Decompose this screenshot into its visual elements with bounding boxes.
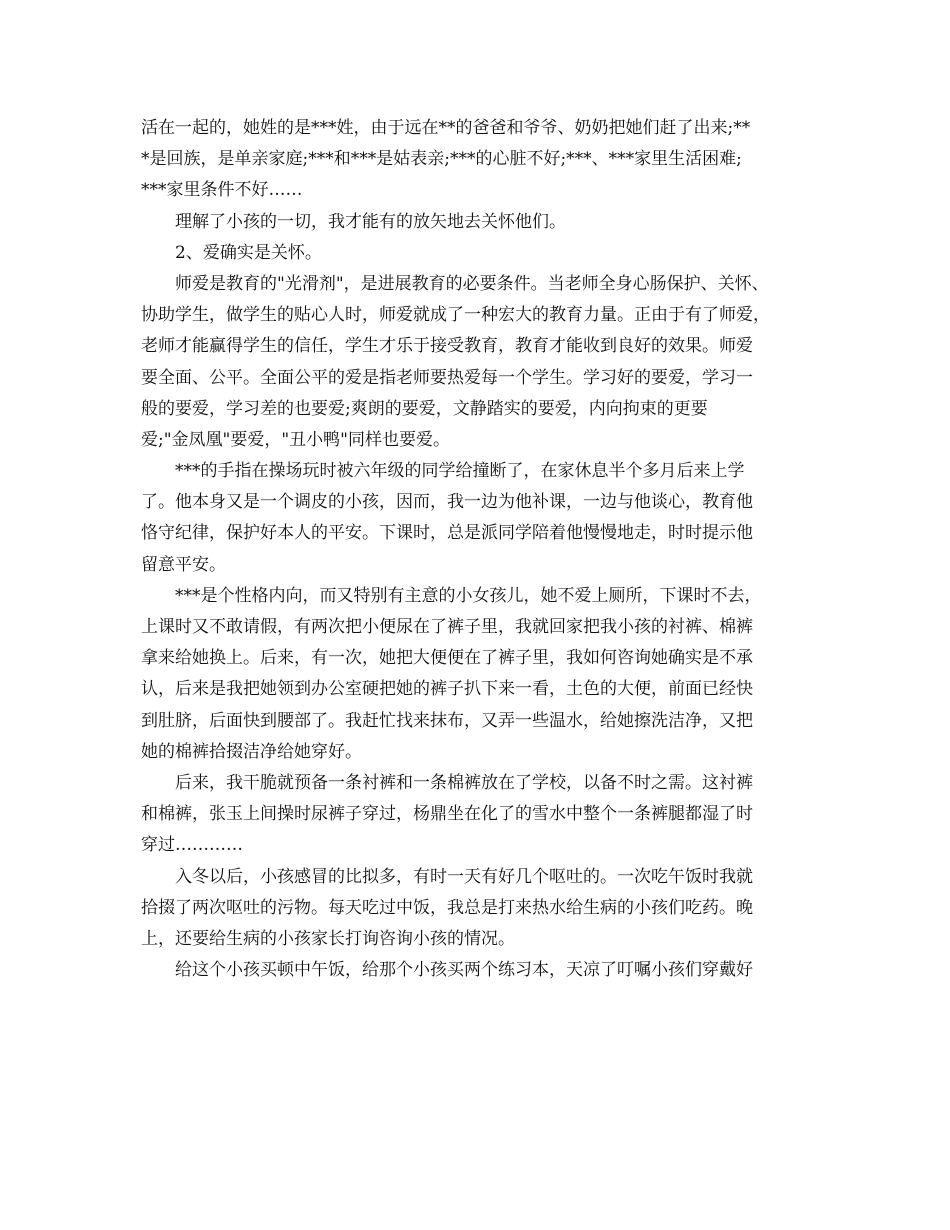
text-line: ***是个性格内向，而又特别有主意的小女孩儿，她不爱上厕所，下课时不去， xyxy=(175,585,762,606)
text-line: 拿来给她换上。后来，有一次，她把大便便在了裤子里，我如何咨询她确实是不承 xyxy=(141,648,753,669)
text-line: 老师才能赢得学生的信任，学生才乐于接受教育，教育才能收到良好的效果。师爱 xyxy=(141,336,753,357)
text-line: 入冬以后，小孩感冒的比拟多，有时一天有好几个呕吐的。一次吃午饭时我就 xyxy=(175,866,753,887)
text-line: 了。他本身又是一个调皮的小孩，因而，我一边为他补课，一边与他谈心，教育他 xyxy=(141,492,753,513)
text-line: 给这个小孩买顿中午饭，给那个小孩买两个练习本，天凉了叮嘱小孩们穿戴好 xyxy=(175,960,753,981)
text-line: 般的要爱，学习差的也要爱;爽朗的要爱，文静踏实的要爱，内向拘束的更要 xyxy=(141,398,708,419)
text-line: 活在一起的，她姓的是***姓，由于远在**的爸爸和爷爷、奶奶把她们赶了出来;** xyxy=(141,118,751,138)
text-line: 上课时又不敢请假，有两次把小便尿在了裤子里，我就回家把我小孩的衬裤、棉裤 xyxy=(141,617,753,637)
text-line: 要全面、公平。全面公平的爱是指老师要热爱每一个学生。学习好的要爱，学习一 xyxy=(141,367,753,388)
text-line: 到肚脐，后面快到腰部了。我赶忙找来抹布，又弄一些温水，给她擦洗洁净，又把 xyxy=(141,710,753,731)
text-line: 留意平安。 xyxy=(141,554,226,575)
text-line: 拾掇了两次呕吐的污物。每天吃过中饭，我总是打来热水给生病的小孩们吃药。晚 xyxy=(141,897,753,918)
text-line: ***的手指在操场玩时被六年级的同学给撞断了，在家休息半个多月后来上学 xyxy=(175,461,745,482)
text-line: 理解了小孩的一切，我才能有的放矢地去关怀他们。 xyxy=(175,211,566,232)
text-line: 上，还要给生病的小孩家长打询咨询小孩的情况。 xyxy=(141,928,515,949)
text-line: 师爱是教育的"光滑剂"，是进展教育的必要条件。当老师全身心肠保护、关怀、 xyxy=(175,273,769,294)
text-line: 协助学生，做学生的贴心人时，师爱就成了一种宏大的教育力量。正由于有了师爱， xyxy=(141,305,770,326)
text-line: ***家里条件不好…… xyxy=(141,180,303,201)
text-line: 穿过………… xyxy=(141,835,243,856)
text-line: 爱;"金凤凰"要爱，"丑小鸭"同样也要爱。 xyxy=(141,429,451,450)
text-line: 恪守纪律，保护好本人的平安。下课时，总是派同学陪着他慢慢地走，时时提示他 xyxy=(141,523,753,544)
text-line: 和棉裤，张玉上间操时尿裤子穿过，杨鼎坐在化了的雪水中整个一条裤腿都湿了时 xyxy=(141,804,753,825)
text-line: 她的棉裤拾掇洁净给她穿好。 xyxy=(141,741,362,762)
text-line: 认，后来是我把她领到办公室硬把她的裤子扒下来一看，土色的大便，前面已经快 xyxy=(141,679,753,700)
text-line: *是回族，是单亲家庭;***和***是姑表亲;***的心脏不好;***、***家里生活困难; xyxy=(141,149,742,170)
document-body xyxy=(141,113,815,986)
text-line: 后来，我干脆就预备一条衬裤和一条棉裤放在了学校，以备不时之需。这衬裤 xyxy=(175,772,753,793)
section-heading: 2、爱确实是关怀。 xyxy=(175,242,322,263)
